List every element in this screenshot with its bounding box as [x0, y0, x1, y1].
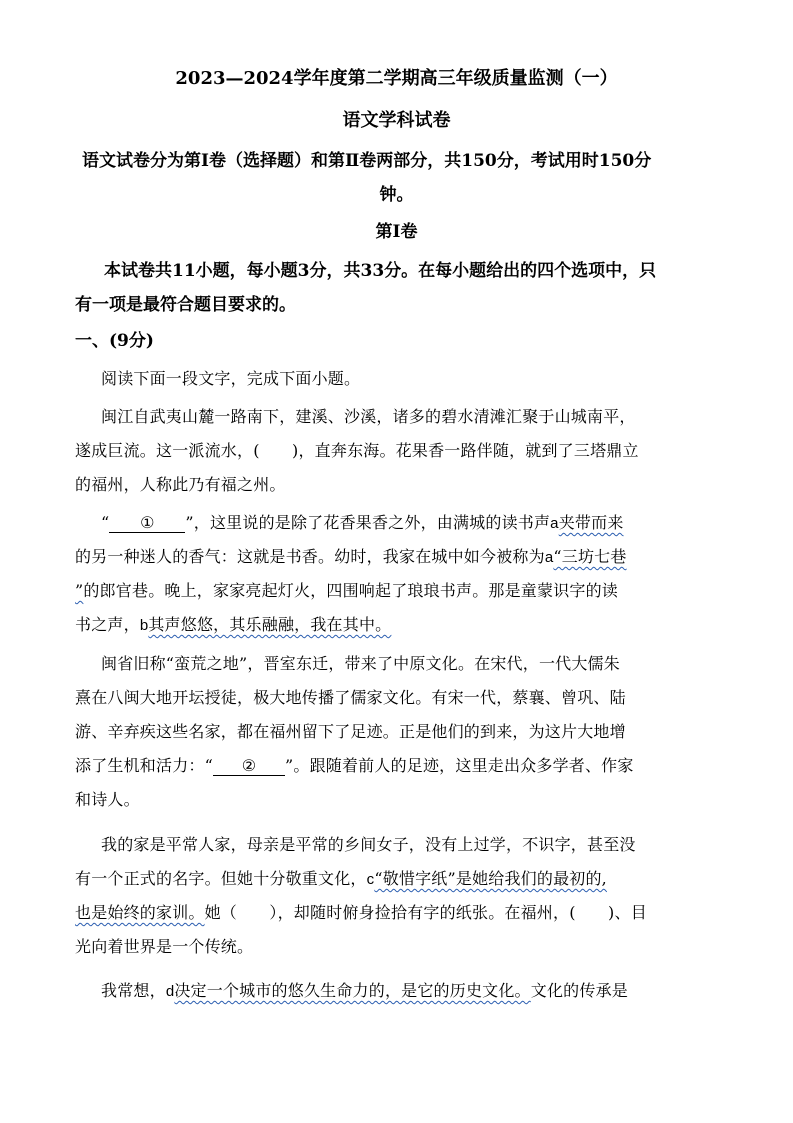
marker-a: a [550, 515, 559, 532]
passage-line: 我的家是平常人家，母亲是平常的乡间女子，没有上过学，不识字，甚至没 [101, 835, 636, 854]
passage-line: 的福州，人称此乃有福之州。 [75, 475, 286, 494]
passage-line [101, 510, 624, 533]
wavy-underlined-text-a3: ” [75, 581, 84, 600]
instruction-line-2: 有一项是最符合题目要求的。 [75, 295, 296, 315]
passage-line: 熹在八闽大地开坛授徒，极大地传播了儒家文化。有宋一代，蔡襄、曾巩、陆 [75, 688, 626, 707]
passage-line: 闽江自武夷山麓一路南下，建溪、沙溪，诸多的碧水清滩汇聚于山城南平， [101, 407, 636, 426]
passage-text: ”。跟随着前人的足迹，这里走出众多学者、作家 [284, 756, 634, 775]
passage-line: 闽省旧称“蛮荒之地”，晋室东迁，带来了中原文化。在宋代，一代大儒朱 [101, 654, 620, 673]
wavy-underlined-text-a: 夹带而来 [558, 513, 624, 532]
passage-line: 和诗人。 [75, 790, 140, 809]
exam-title: 2023—2024学年度第二学期高三年级质量监测（一） [175, 68, 618, 89]
passage-line: 游、辛弃疾这些名家，都在福州留下了足迹。正是他们的到来，为这片大地增 [75, 722, 626, 741]
marker-c: c [366, 871, 375, 888]
wavy-underlined-text-a2: “三坊七巷 [553, 547, 627, 566]
section-heading: 一、(9分) [75, 331, 154, 351]
passage-line [75, 578, 618, 601]
passage-text: 添了生机和活力：“ [75, 756, 213, 775]
marker-a-2: a [544, 549, 554, 566]
passage-text: 她（ ），却随时俯身捡拾有字的纸张。在福州，( )、目 [204, 903, 647, 922]
marker-b: b [139, 617, 149, 634]
passage-line [101, 978, 628, 1001]
passage-line: 光向着世界是一个传统。 [75, 937, 254, 956]
passage-text: 的郎官巷。晚上，家家亮起灯火，四围响起了琅琅书声。那是童蒙识字的读 [83, 581, 618, 600]
passage-text: 我常想， [101, 981, 166, 1000]
passage-line [75, 866, 607, 889]
passage-text: 文化的传承是 [530, 981, 628, 1000]
wavy-underlined-text-b: 其声悠悠，其乐融融，我在其中。 [148, 615, 392, 634]
passage-text: 书之声， [75, 615, 140, 634]
passage-line [75, 753, 634, 776]
passage-line [75, 900, 647, 923]
volume-heading: 第Ⅰ卷 [375, 222, 418, 242]
wavy-underlined-text-c: “敬惜字纸”是她给我们的最初的, [374, 869, 607, 888]
exam-subtitle: 语文学科试卷 [342, 110, 451, 131]
fill-blank-2: ② [213, 757, 285, 776]
intro-line-2: 钟。 [379, 185, 414, 205]
passage-line [75, 544, 627, 567]
wavy-underlined-text-c2: 也是始终的家训。 [75, 903, 205, 922]
instruction-line-1: 本试卷共11小题，每小题3分，共33分。在每小题给出的四个选项中，只 [104, 261, 657, 281]
fill-blank-1: ① [109, 514, 185, 533]
wavy-underlined-text-d: 决定一个城市的悠久生命力的，是它的历史文化。 [174, 981, 531, 1000]
passage-text: 的另一种迷人的香气：这就是书香。幼时，我家在城中如今被称为 [75, 547, 545, 566]
quote-open: “ [101, 513, 110, 532]
passage-text: 有一个正式的名字。但她十分敬重文化， [75, 869, 367, 888]
passage-line [75, 612, 391, 635]
passage-text: ”，这里说的是除了花香果香之外，由满城的读书声 [185, 513, 551, 532]
intro-line-1: 语文试卷分为第Ⅰ卷（选择题）和第Ⅱ卷两部分，共150分，考试用时150分 [82, 151, 652, 171]
passage-line: 遂成巨流。这一派流水，( )，直奔东海。花果香一路伴随，就到了三塔鼎立 [75, 441, 639, 460]
section-directive: 阅读下面一段文字，完成下面小题。 [101, 369, 361, 388]
marker-d: d [165, 983, 175, 1000]
